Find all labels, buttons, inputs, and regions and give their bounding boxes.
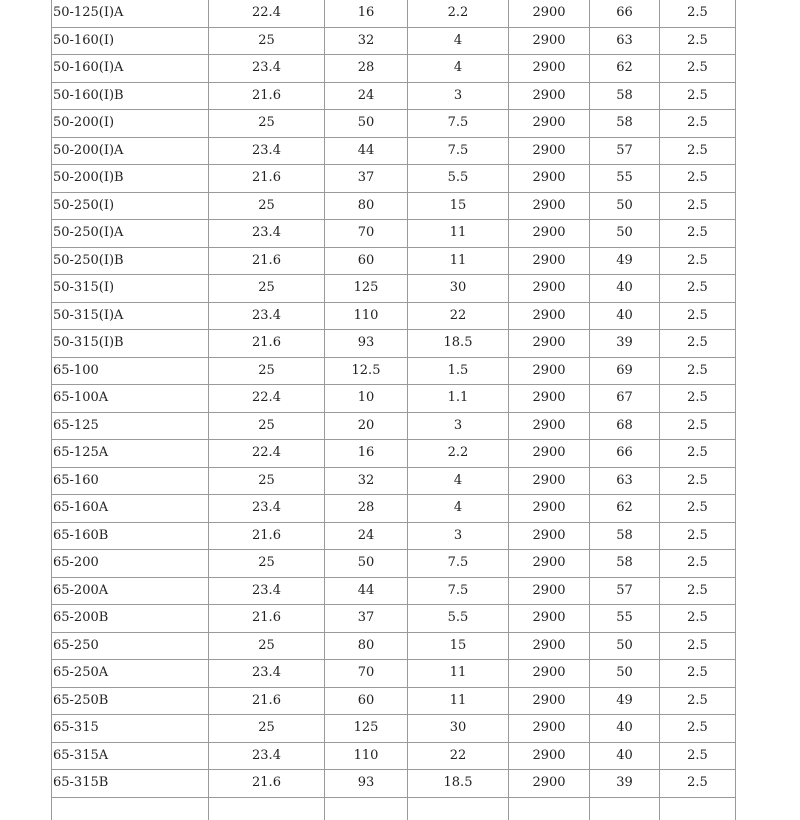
cell-power: 3 [408,412,509,440]
cell-model: 65-200A [52,577,209,605]
cell-power: 2.2 [408,0,509,27]
cell-head: 32 [325,467,408,495]
cell-efficiency: 69 [590,357,660,385]
cell-empty [52,797,209,820]
cell-flow: 22.4 [209,0,325,27]
cell-head: 93 [325,330,408,358]
cell-flow: 25 [209,275,325,303]
cell-head: 20 [325,412,408,440]
cell-head: 44 [325,137,408,165]
cell-npsh: 2.5 [660,687,736,715]
cell-empty [408,797,509,820]
cell-power: 22 [408,302,509,330]
cell-head: 110 [325,302,408,330]
cell-efficiency: 58 [590,550,660,578]
table-row [52,715,736,743]
cell-speed: 2900 [509,522,590,550]
cell-power: 11 [408,660,509,688]
cell-efficiency: 62 [590,495,660,523]
cell-npsh: 2.5 [660,220,736,248]
cell-model: 50-200(I)B [52,165,209,193]
cell-npsh: 2.5 [660,440,736,468]
cell-npsh: 2.5 [660,55,736,83]
cell-speed: 2900 [509,357,590,385]
cell-efficiency: 55 [590,165,660,193]
cell-power: 11 [408,220,509,248]
table-row [52,275,736,303]
cell-flow: 23.4 [209,577,325,605]
table-row [52,577,736,605]
cell-head: 44 [325,577,408,605]
cell-head: 110 [325,742,408,770]
cell-model: 50-315(I) [52,275,209,303]
cell-head: 60 [325,247,408,275]
cell-efficiency: 57 [590,577,660,605]
cell-efficiency: 40 [590,742,660,770]
cell-speed: 2900 [509,605,590,633]
cell-head: 125 [325,715,408,743]
cell-head: 28 [325,55,408,83]
cell-model: 50-160(I)A [52,55,209,83]
table-row [52,247,736,275]
cell-speed: 2900 [509,110,590,138]
table-row [52,165,736,193]
cell-npsh: 2.5 [660,275,736,303]
cell-efficiency: 66 [590,0,660,27]
cell-flow: 21.6 [209,330,325,358]
cell-model: 65-100 [52,357,209,385]
cell-power: 4 [408,495,509,523]
cell-speed: 2900 [509,330,590,358]
cell-model: 65-160A [52,495,209,523]
cell-power: 18.5 [408,770,509,798]
cell-npsh: 2.5 [660,770,736,798]
cell-head: 70 [325,220,408,248]
table-row-partial [52,797,736,820]
cell-speed: 2900 [509,192,590,220]
cell-npsh: 2.5 [660,330,736,358]
table-row [52,770,736,798]
cell-speed: 2900 [509,302,590,330]
table-row [52,357,736,385]
cell-model: 65-200B [52,605,209,633]
cell-flow: 22.4 [209,440,325,468]
cell-power: 7.5 [408,110,509,138]
cell-flow: 25 [209,632,325,660]
cell-model: 65-160B [52,522,209,550]
cell-model: 50-200(I) [52,110,209,138]
cell-efficiency: 49 [590,687,660,715]
cell-efficiency: 39 [590,330,660,358]
table-row [52,522,736,550]
cell-flow: 25 [209,357,325,385]
cell-model: 50-315(I)A [52,302,209,330]
cell-power: 4 [408,27,509,55]
cell-efficiency: 40 [590,715,660,743]
cell-head: 24 [325,522,408,550]
cell-model: 65-315A [52,742,209,770]
cell-flow: 23.4 [209,55,325,83]
cell-efficiency: 50 [590,220,660,248]
cell-efficiency: 67 [590,385,660,413]
table-row [52,220,736,248]
cell-model: 50-250(I) [52,192,209,220]
cell-model: 65-125 [52,412,209,440]
cell-speed: 2900 [509,770,590,798]
cell-npsh: 2.5 [660,165,736,193]
cell-power: 7.5 [408,577,509,605]
cell-model: 65-100A [52,385,209,413]
cell-npsh: 2.5 [660,110,736,138]
cell-power: 4 [408,55,509,83]
table-row [52,467,736,495]
cell-model: 50-160(I)B [52,82,209,110]
cell-head: 50 [325,110,408,138]
table-row [52,330,736,358]
cell-npsh: 2.5 [660,302,736,330]
cell-model: 65-125A [52,440,209,468]
cell-power: 5.5 [408,605,509,633]
cell-head: 32 [325,27,408,55]
pump-spec-table [51,0,736,820]
cell-efficiency: 58 [590,522,660,550]
cell-speed: 2900 [509,0,590,27]
cell-speed: 2900 [509,715,590,743]
cell-flow: 25 [209,27,325,55]
cell-efficiency: 57 [590,137,660,165]
cell-empty [209,797,325,820]
cell-model: 65-315 [52,715,209,743]
cell-model: 50-315(I)B [52,330,209,358]
cell-speed: 2900 [509,660,590,688]
table-row [52,660,736,688]
cell-speed: 2900 [509,467,590,495]
cell-efficiency: 63 [590,27,660,55]
cell-efficiency: 58 [590,110,660,138]
cell-power: 22 [408,742,509,770]
cell-model: 65-250B [52,687,209,715]
table-row [52,632,736,660]
cell-speed: 2900 [509,55,590,83]
cell-npsh: 2.5 [660,605,736,633]
cell-power: 30 [408,715,509,743]
cell-head: 80 [325,632,408,660]
cell-speed: 2900 [509,27,590,55]
table-row [52,302,736,330]
cell-empty [325,797,408,820]
cell-power: 11 [408,247,509,275]
cell-flow: 25 [209,550,325,578]
table-row [52,412,736,440]
cell-speed: 2900 [509,742,590,770]
cell-efficiency: 39 [590,770,660,798]
cell-head: 16 [325,0,408,27]
cell-npsh: 2.5 [660,522,736,550]
cell-speed: 2900 [509,495,590,523]
cell-power: 1.1 [408,385,509,413]
cell-npsh: 2.5 [660,137,736,165]
cell-head: 80 [325,192,408,220]
table-row [52,137,736,165]
cell-npsh: 2.5 [660,247,736,275]
cell-model: 65-200 [52,550,209,578]
cell-npsh: 2.5 [660,412,736,440]
cell-flow: 21.6 [209,82,325,110]
table-row [52,495,736,523]
cell-model: 65-160 [52,467,209,495]
cell-npsh: 2.5 [660,660,736,688]
cell-speed: 2900 [509,440,590,468]
cell-speed: 2900 [509,687,590,715]
cell-model: 50-160(I) [52,27,209,55]
cell-head: 70 [325,660,408,688]
cell-power: 7.5 [408,137,509,165]
cell-model: 50-200(I)A [52,137,209,165]
cell-power: 1.5 [408,357,509,385]
cell-head: 37 [325,605,408,633]
cell-speed: 2900 [509,275,590,303]
cell-model: 65-250 [52,632,209,660]
cell-model: 65-315B [52,770,209,798]
cell-flow: 25 [209,192,325,220]
cell-speed: 2900 [509,385,590,413]
pump-spec-table-container [51,0,735,820]
cell-speed: 2900 [509,82,590,110]
cell-efficiency: 40 [590,302,660,330]
cell-flow: 23.4 [209,302,325,330]
table-body [52,0,736,820]
table-row [52,440,736,468]
cell-flow: 21.6 [209,687,325,715]
cell-flow: 22.4 [209,385,325,413]
cell-speed: 2900 [509,412,590,440]
cell-empty [509,797,590,820]
cell-efficiency: 66 [590,440,660,468]
cell-power: 3 [408,522,509,550]
cell-head: 16 [325,440,408,468]
cell-power: 15 [408,192,509,220]
cell-power: 11 [408,687,509,715]
cell-efficiency: 50 [590,632,660,660]
table-row [52,0,736,27]
cell-efficiency: 50 [590,660,660,688]
table-row [52,110,736,138]
cell-head: 37 [325,165,408,193]
cell-npsh: 2.5 [660,0,736,27]
cell-empty [590,797,660,820]
table-row [52,27,736,55]
cell-efficiency: 50 [590,192,660,220]
cell-model: 50-250(I)B [52,247,209,275]
cell-npsh: 2.5 [660,577,736,605]
cell-efficiency: 68 [590,412,660,440]
cell-npsh: 2.5 [660,467,736,495]
cell-npsh: 2.5 [660,192,736,220]
cell-power: 15 [408,632,509,660]
cell-npsh: 2.5 [660,550,736,578]
cell-flow: 25 [209,412,325,440]
cell-power: 2.2 [408,440,509,468]
cell-head: 93 [325,770,408,798]
cell-npsh: 2.5 [660,357,736,385]
cell-efficiency: 40 [590,275,660,303]
cell-npsh: 2.5 [660,715,736,743]
table-row [52,605,736,633]
cell-power: 3 [408,82,509,110]
table-row [52,742,736,770]
cell-model: 50-125(I)A [52,0,209,27]
cell-npsh: 2.5 [660,385,736,413]
cell-head: 50 [325,550,408,578]
cell-model: 65-250A [52,660,209,688]
cell-flow: 23.4 [209,495,325,523]
cell-flow: 23.4 [209,742,325,770]
cell-speed: 2900 [509,220,590,248]
cell-speed: 2900 [509,137,590,165]
cell-flow: 21.6 [209,165,325,193]
cell-model: 50-250(I)A [52,220,209,248]
cell-power: 5.5 [408,165,509,193]
cell-flow: 25 [209,467,325,495]
cell-efficiency: 62 [590,55,660,83]
cell-speed: 2900 [509,247,590,275]
cell-efficiency: 63 [590,467,660,495]
cell-flow: 23.4 [209,220,325,248]
cell-efficiency: 55 [590,605,660,633]
cell-speed: 2900 [509,550,590,578]
table-row [52,82,736,110]
table-row [52,192,736,220]
cell-flow: 21.6 [209,522,325,550]
cell-power: 7.5 [408,550,509,578]
table-row [52,687,736,715]
cell-head: 60 [325,687,408,715]
cell-head: 10 [325,385,408,413]
table-row [52,385,736,413]
cell-flow: 25 [209,715,325,743]
cell-head: 125 [325,275,408,303]
cell-power: 4 [408,467,509,495]
cell-power: 18.5 [408,330,509,358]
cell-flow: 25 [209,110,325,138]
cell-npsh: 2.5 [660,82,736,110]
table-row [52,55,736,83]
cell-npsh: 2.5 [660,495,736,523]
cell-npsh: 2.5 [660,632,736,660]
cell-flow: 21.6 [209,605,325,633]
cell-npsh: 2.5 [660,742,736,770]
cell-npsh: 2.5 [660,27,736,55]
cell-head: 12.5 [325,357,408,385]
cell-flow: 21.6 [209,770,325,798]
cell-flow: 23.4 [209,660,325,688]
cell-empty [660,797,736,820]
cell-speed: 2900 [509,577,590,605]
cell-flow: 23.4 [209,137,325,165]
cell-efficiency: 49 [590,247,660,275]
cell-head: 24 [325,82,408,110]
cell-head: 28 [325,495,408,523]
cell-speed: 2900 [509,165,590,193]
cell-efficiency: 58 [590,82,660,110]
cell-speed: 2900 [509,632,590,660]
table-row [52,550,736,578]
cell-flow: 21.6 [209,247,325,275]
cell-power: 30 [408,275,509,303]
